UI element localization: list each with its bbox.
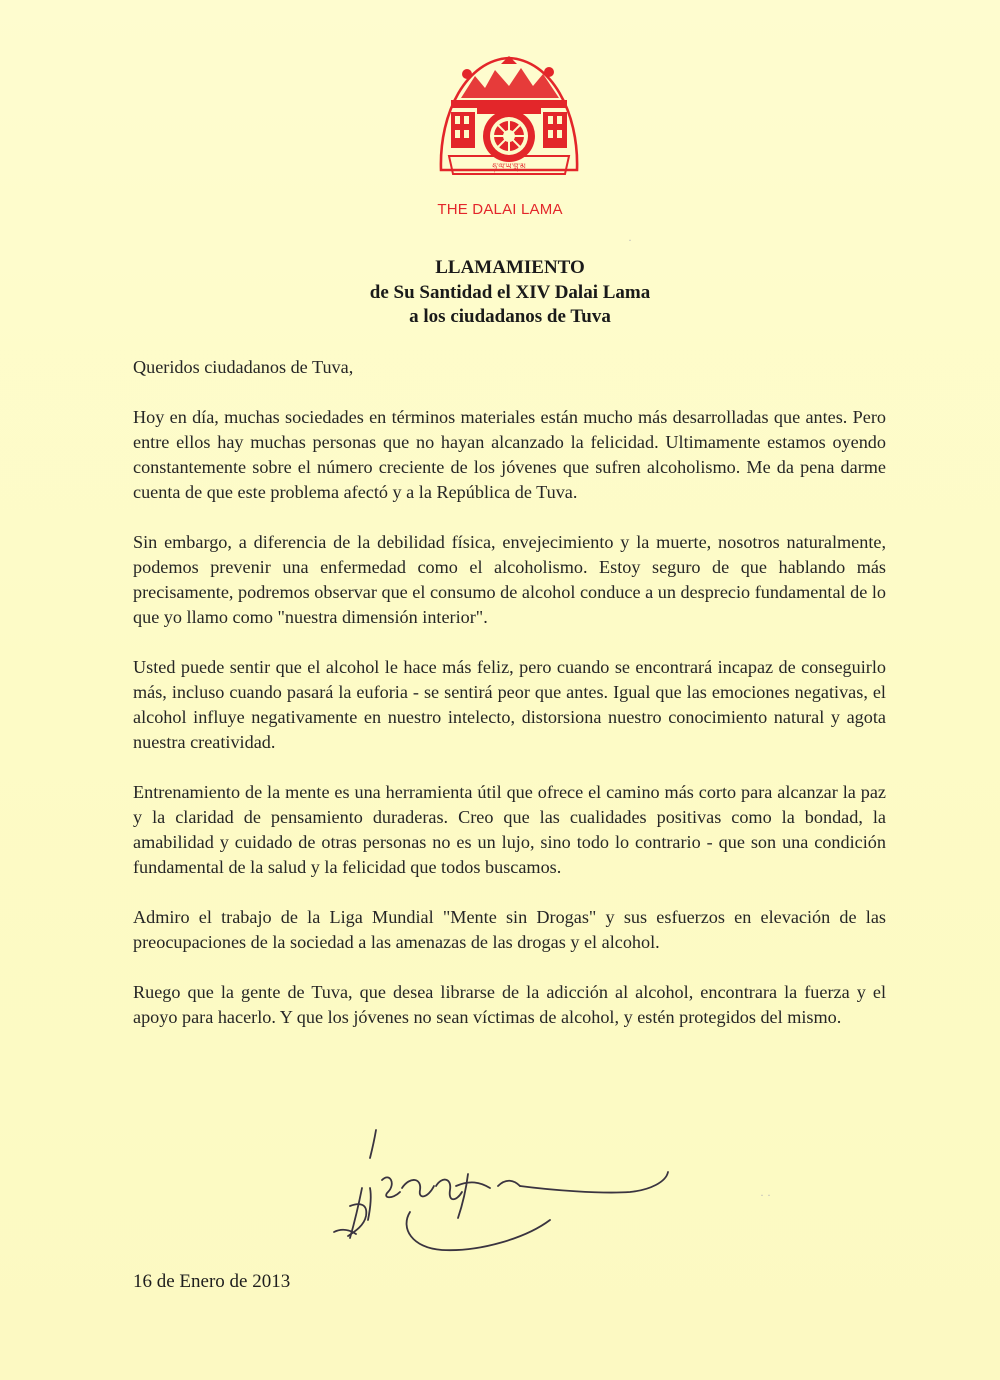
letter-date: 16 de Enero de 2013 — [133, 1271, 291, 1292]
seal-inscription: ཧ་ལ་ཡ་བླ་མ — [492, 162, 526, 171]
title-line-1: LLAMAMIENTO — [435, 257, 585, 278]
paragraph: Hoy en día, muchas sociedades en términos materiales están mucho más desarrolladas que antes. Pero entre ellos hay muchas personas que no hayan alcanzado la felicidad. Ultimamente estamos oyendo constantemente sobre el número creciente de los jóvenes que sufren alcoholismo. Me da pena darme cuenta de que este problema afectó y a la República de Tuva. — [133, 407, 886, 502]
letter-body — [133, 355, 886, 1055]
paragraph: Admiro el trabajo de la Liga Mundial "Mente sin Drogas" y sus esfuerzos en elevación de las preocupaciones de la sociedad a las amenazas de las drogas y el alcohol. — [133, 907, 886, 952]
title-line-2: de Su Santidad el XIV Dalai Lama — [369, 281, 651, 303]
paragraph: Usted puede sentir que el alcohol le hace más feliz, pero cuando se encontrará incapaz de conseguirlo más, incluso cuando pasará la euforia - se sentirá peor que antes. Igual que las emociones negativas, el alcohol influye negativamente en nuestro intelecto, distorsiona nuestro conocimiento natural y agota nuestra creatividad. — [133, 657, 886, 752]
title-line-3: a los ciudadanos de Tuva — [409, 306, 611, 327]
paper-speck: · · — [760, 1188, 771, 1202]
paragraph: Sin embargo, a diferencia de la debilidad física, envejecimiento y la muerte, nosotros naturalmente, podemos prevenir una enfermedad como el alcoholismo. Estoy seguro de que hablando más precisamente, podremos observar que el consumo de alcohol conduce a un desprecio fundamental de lo que yo llamo como "nuestra dimensión interior". — [133, 532, 886, 627]
dalai-lama-seal-icon — [437, 52, 581, 192]
letter-title — [0, 256, 1000, 330]
salutation: Queridos ciudadanos de Tuva, — [133, 357, 354, 377]
org-name: THE DALAI LAMA — [437, 201, 563, 218]
paper-speck: · — [628, 233, 632, 247]
handwritten-signature-icon — [330, 1128, 680, 1258]
paragraph: Entrenamiento de la mente es una herramienta útil que ofrece el camino más corto para alcanzar la paz y la claridad de pensamiento duraderas. Creo que las cualidades positivas como la bondad, la amabilidad y cuidado de otras personas no es un lujo, sino todo lo contrario - que son una condición fundamental de la salud y la felicidad que todos buscamos. — [133, 782, 886, 877]
paragraph: Ruego que la gente de Tuva, que desea librarse de la adicción al alcohol, encontrara la fuerza y el apoyo para hacerlo. Y que los jóvenes no sean víctimas de alcohol, y estén protegidos del mismo. — [133, 982, 886, 1027]
